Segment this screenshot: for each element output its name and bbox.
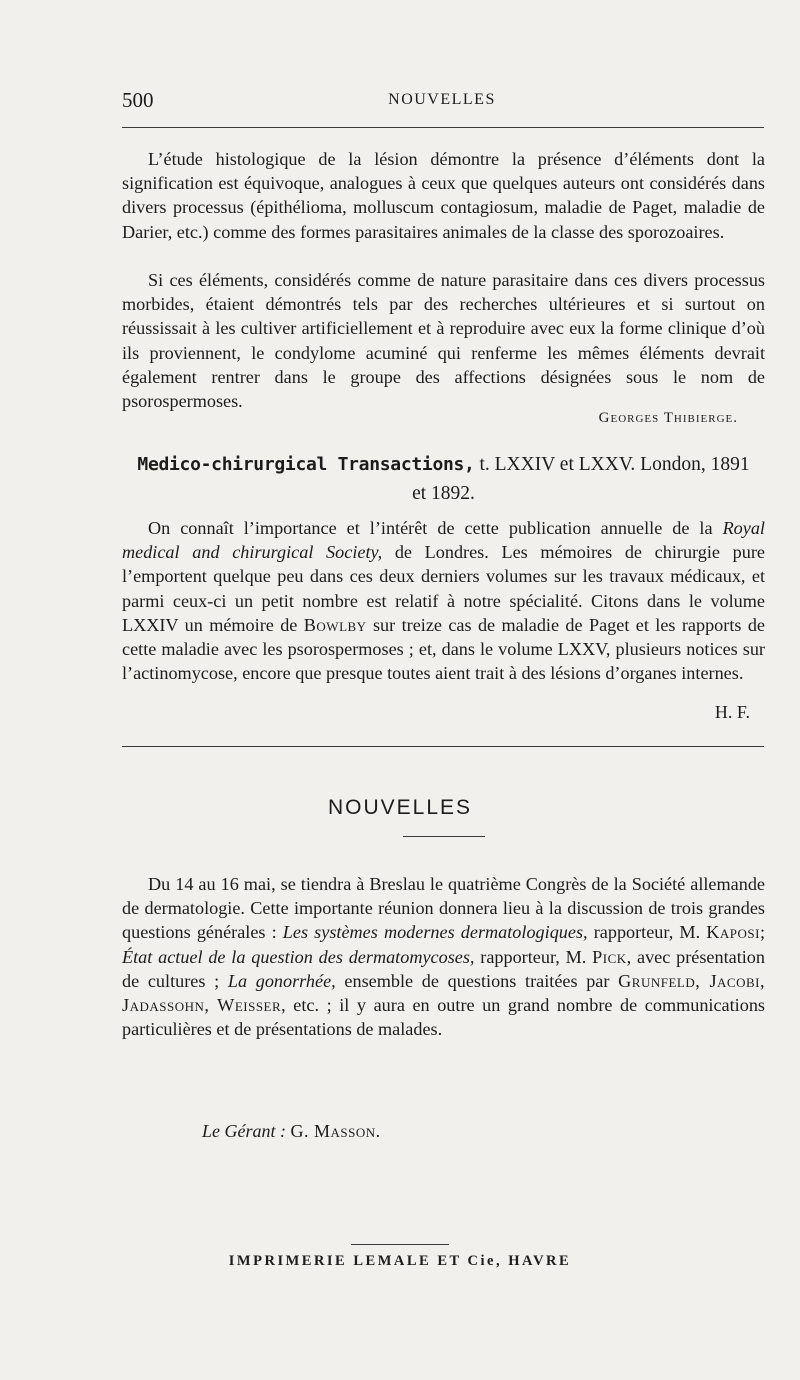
journal-name: Medico-chirurgical Transactions, [137,454,475,475]
running-head [122,88,762,116]
review-text-1: On connaît l’importance et l’intérêt de cette publication annuelle de la [148,518,713,538]
imprint-rule [351,1244,449,1245]
article-paragraph-2: Si ces éléments, considérés comme de nature parasitaire dans ces divers processus morbides, étaient démontrés tels par des recherches ultérieures et si surtout on réussissait à les cultiver artificiellement et à reproduire avec eux la forme clinique d’où ils proviennent, le condylome acuminé qui renferme les mêmes éléments devrait également rentrer dans le groupe des affections désignées sous le nom de psorospermoses. [122,270,765,412]
news-text-4: rapporteur, M. [480,946,587,967]
rapporteur-2: Pick [592,946,627,967]
news-text-5: , avec présentation de cultures ; [122,946,765,991]
cited-author: Bowlby [303,614,367,635]
heading-underline [403,836,485,837]
news-text-3: ; [759,922,766,943]
rapporteurs-3: Grunfeld, Jacobi, Jadassohn, Weisser [122,970,766,1016]
rapporteur-1: Kaposi [706,922,760,943]
news-text-1: Du 14 au 16 mai, se tiendra à Breslau le quatrième Congrès de la Société allemande de dermatologie. Cette importante réunion donnera lieu à la discussion de trois grandes questions générales : [122,874,765,943]
header-rule [122,127,764,128]
author-signature: Georges Thibierge. [598,410,738,426]
review-text-3: sur treize cas de maladie de Paget et les rapports de cette maladie avec les psorospermoses ; et, dans le volume LXXV, plusieurs notices sur l’actinomycose, encore que presque toutes aient trait à des lésions d’organes internes. [122,614,766,684]
article-paragraph-1: L’étude histologique de la lésion démontre la présence d’éléments dont la signification est équivoque, analogues à ceux que quelques auteurs ont considérés dans divers processus (épithélioma, molluscum contagiosum, maladie de Paget, maladie de Darier, etc.) comme des formes parasitaires animales de la classe des sporozoaires. [122,149,765,242]
section-rule [122,746,764,747]
question-3: La gonorrhée, [227,970,336,991]
review-initials: H. F. [714,702,750,722]
running-title: NOUVELLES [388,91,496,108]
section-heading: NOUVELLES [327,796,473,819]
review-paragraph [122,516,765,685]
news-text-6: ensemble de questions traitées par [344,970,610,991]
imprint: IMPRIMERIE LEMALE ET Cie, HAVRE [228,1253,572,1269]
question-2: État actuel de la question des dermatomycoses, [122,946,475,967]
news-text-2: rapporteur, M. [593,922,701,943]
gerant-name: G. Masson. [290,1121,381,1141]
journal-details: t. LXXIV et LXXV. London, 1891 [479,454,750,475]
review-title [122,450,765,508]
review-text-2: de Londres. Les mémoires de chirurgie pure l’emportent quelque peu dans ces deux derniers volumes sur les travaux médicaux, et parmi ceux-ci un petit nombre est relatif à notre spécialité. Citons dans le volume LXXIV un mémoire de [122,542,765,635]
gerant-line [202,1121,381,1142]
gerant-label: Le Gérant : [202,1121,286,1141]
society-name: Royal medical and chirurgical Society, [122,518,765,563]
news-text-7: , etc. ; il y aura en outre un grand nombre de communications particulières et de présentations de malades. [122,995,765,1040]
news-paragraph [122,872,765,1041]
journal-details-cont: et 1892. [412,483,475,504]
question-1: Les systèmes modernes dermatologiques, [282,922,588,943]
page-number: 500 [122,88,154,112]
